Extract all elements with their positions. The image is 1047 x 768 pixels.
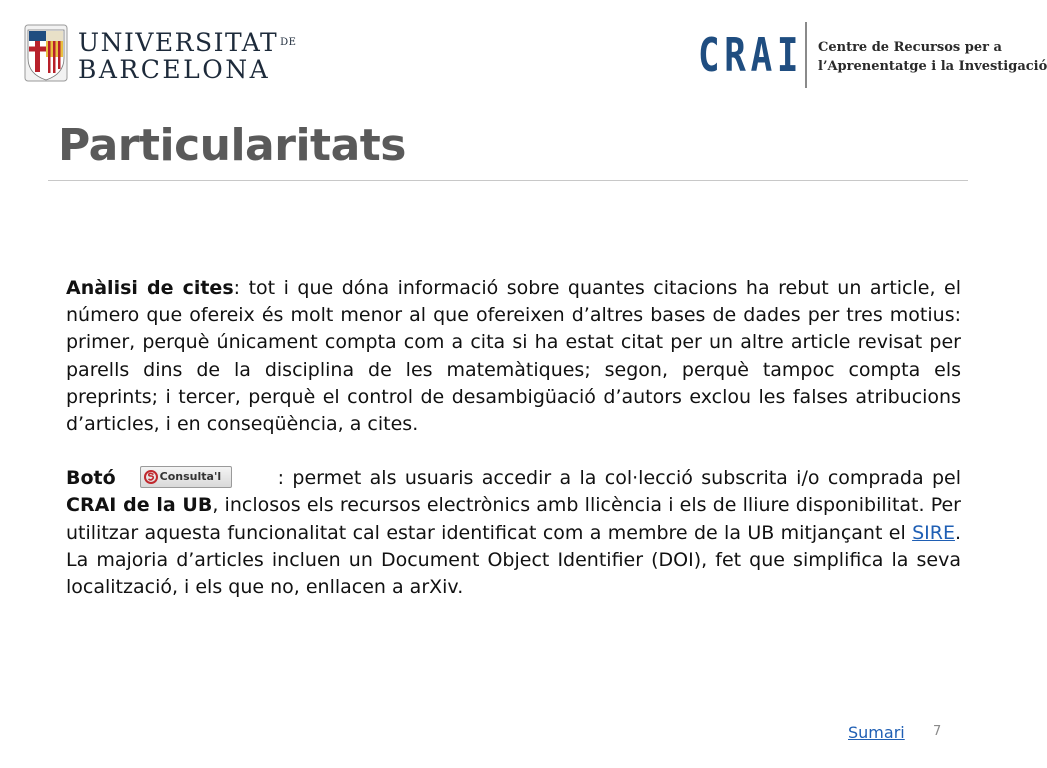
consulta-button-label: Consulta'l	[159, 469, 222, 483]
paragraph2-bold: CRAI de la UB	[66, 494, 213, 517]
title-divider	[48, 180, 968, 181]
consulta-button-image	[140, 466, 232, 488]
crai-separator	[805, 22, 807, 88]
paragraph2-text-b: , inclosos els recursos electrònics amb llicència i els de lliure disponibilitat. Per utilitzar aquesta funcionalitat cal estar identificat com a membre de la UB mitjançant el	[66, 494, 961, 544]
crai-name-line2: l’Aprenentatge i la Investigació	[818, 59, 1047, 74]
ub-line2: BARCELONA	[78, 55, 271, 84]
ub-line1: UNIVERSITAT	[78, 28, 279, 57]
paragraph2-text-c: . La majoria d’articles incluen un Document Object Identifier (DOI), fet que simplifica la seva localització, i els que no, enllacen a arXiv.	[66, 521, 961, 599]
paragraph2-lead: Botó	[66, 467, 116, 490]
ub-line1-suffix: DE	[280, 37, 297, 48]
page-number: 7	[933, 724, 942, 739]
sire-link[interactable]: SIRE	[912, 521, 955, 544]
page-title: Particularitats	[58, 120, 406, 171]
paragraph-button	[66, 465, 961, 601]
paragraph1-lead: Anàlisi de cites	[66, 277, 234, 299]
sumari-link[interactable]: Sumari	[848, 723, 905, 742]
paragraph2-text-a: : permet als usuaris accedir a la col·lecció subscrita i/o comprada pel	[277, 467, 961, 490]
paragraph1-text: : tot i que dóna informació sobre quantes citacions ha rebut un article, el número que ofereix és molt menor al que ofereixen d’altres bases de dades per tres motius: primer, perquè únicament compta com a cita si ha estat citat per un altre article revisat per parells dins de la disciplina de les matemàtiques; segon, perquè tampoc compta els preprints; i tercer, perquè el control de desambigüació d’autors exclou les falses atribucions d’articles, i en conseqüència, a cites.	[66, 277, 962, 436]
sfx-icon	[144, 470, 158, 484]
crai-name-line1: Centre de Recursos per a	[818, 40, 1002, 55]
paragraph-citation-analysis	[66, 275, 961, 438]
universitat-de-barcelona-logo	[24, 24, 297, 88]
ub-wordmark	[78, 30, 296, 84]
crai-name	[818, 38, 1047, 76]
ub-shield-icon	[24, 24, 68, 84]
slide-content	[66, 275, 961, 601]
crai-mark: CRAI	[698, 28, 804, 82]
crai-logo	[698, 22, 1047, 92]
